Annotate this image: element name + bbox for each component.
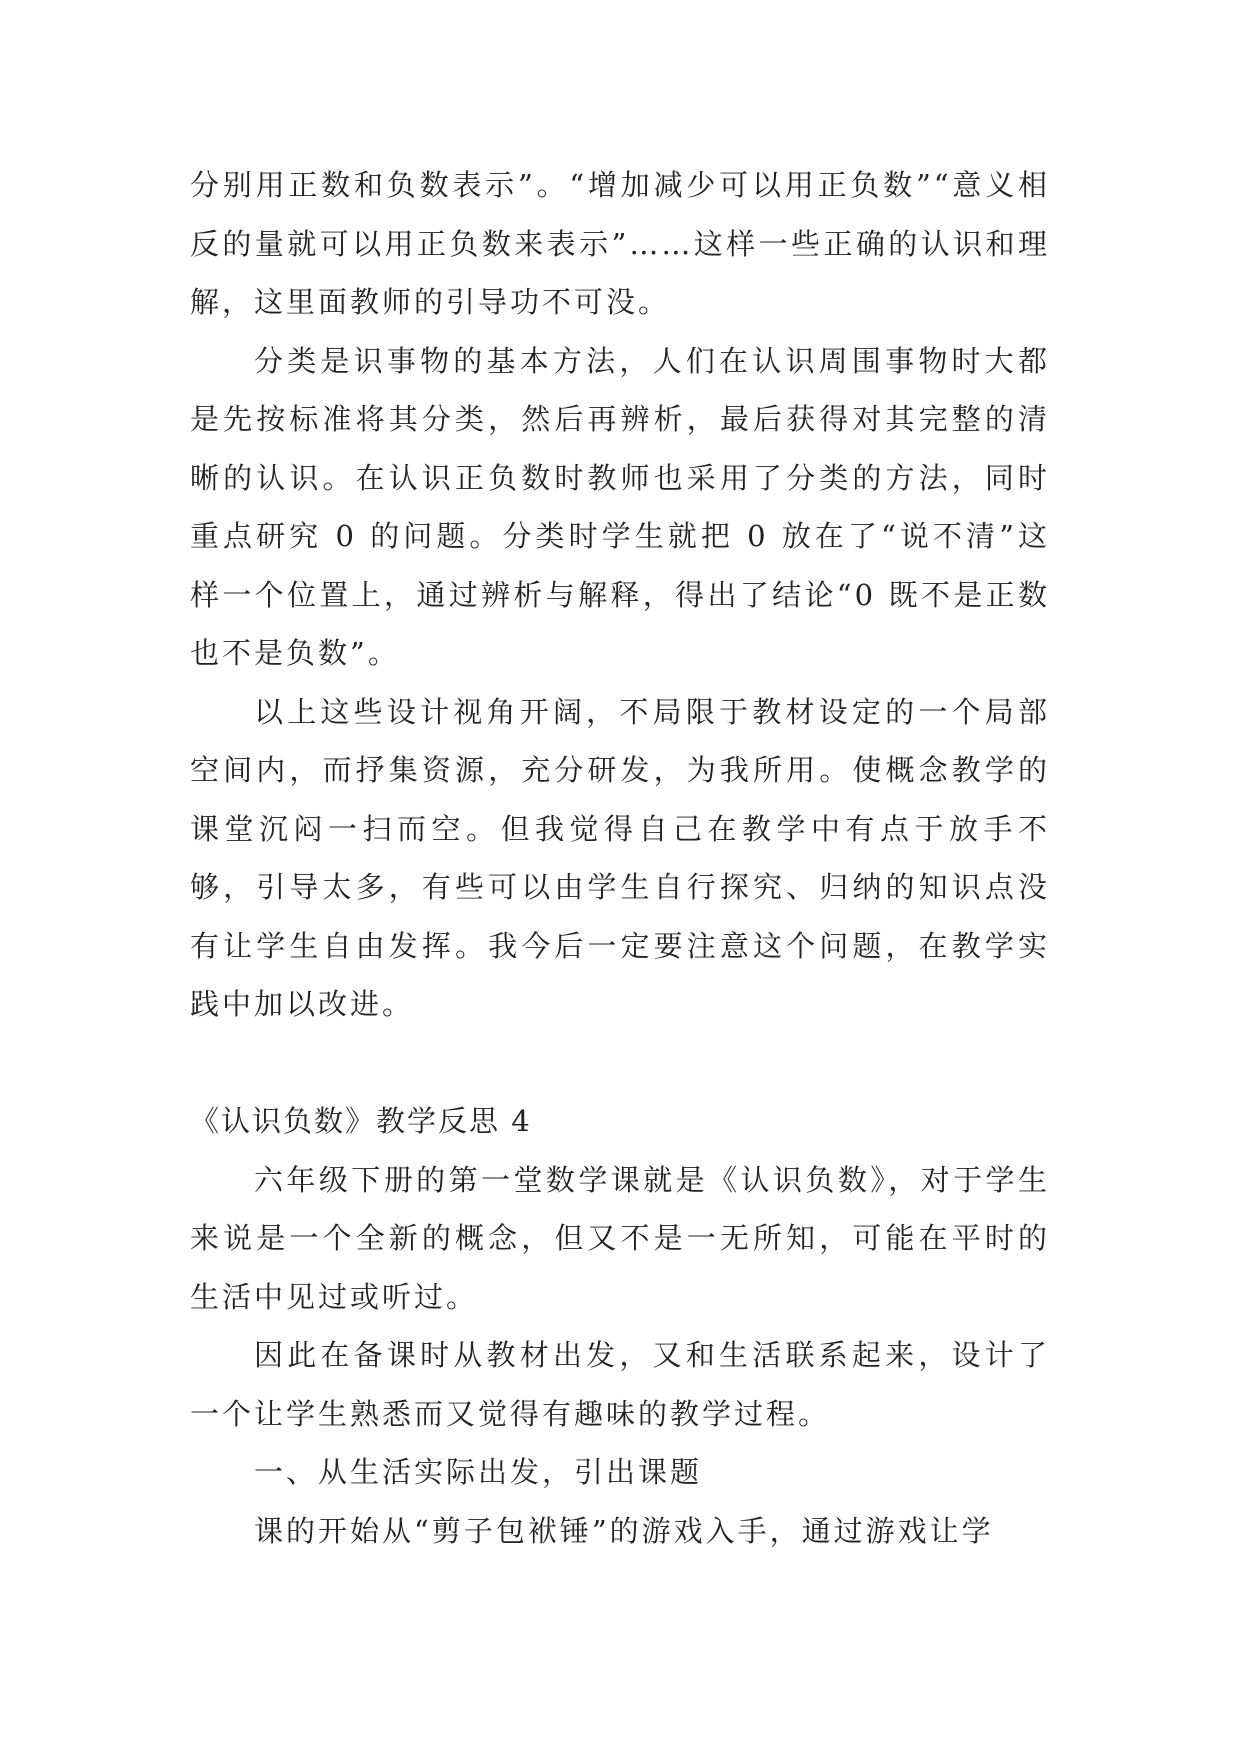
paragraph-4: 六年级下册的第一堂数学课就是《认识负数》，对于学生来说是一个全新的概念，但又不是一无所知，可能在平时的生活中见过或听过。 <box>190 1162 1050 1314</box>
section-gap <box>190 1034 1050 1093</box>
section-heading: 《认识负数》教学反思 4 <box>190 1104 532 1138</box>
paragraph-1: 分别用正数和负数表示”。“增加减少可以用正负数”“意义相反的量就可以用正负数来表示”……这样一些正确的认识和理解，这里面教师的引导功不可没。 <box>190 168 1050 319</box>
paragraph-2: 分类是识事物的基本方法，人们在认识周围事物时大都是先按标准将其分类，然后再辨析，最后获得对其完整的清晰的认识。在认识正负数时教师也采用了分类的方法，同时重点研究 0 的问题。分类时学生就把 0 放在了“说不清”这样一个位置上，通过辨析与解释，得出了结论“0 既不是正数也不是负数”。 <box>190 343 1050 670</box>
paragraph-6: 课的开始从“剪子包袱锤”的游戏入手，通过游戏让学 <box>254 1513 994 1548</box>
subheading-1: 一、从生活实际出发，引出课题 <box>254 1455 703 1489</box>
paragraph-5: 因此在备课时从教材出发，又和生活联系起来，设计了一个让学生熟悉而又觉得有趣味的教学过程。 <box>190 1338 1050 1431</box>
document-body <box>190 156 1050 1560</box>
paragraph-3: 以上这些设计视角开阔，不局限于教材设定的一个局部空间内，而抒集资源，充分研发，为我所用。使概念教学的课堂沉闷一扫而空。但我觉得自己在教学中有点于放手不够，引导太多，有些可以由学生自行探究、归纳的知识点没有让学生自由发挥。我今后一定要注意这个问题，在教学实践中加以改进。 <box>190 694 1050 1021</box>
